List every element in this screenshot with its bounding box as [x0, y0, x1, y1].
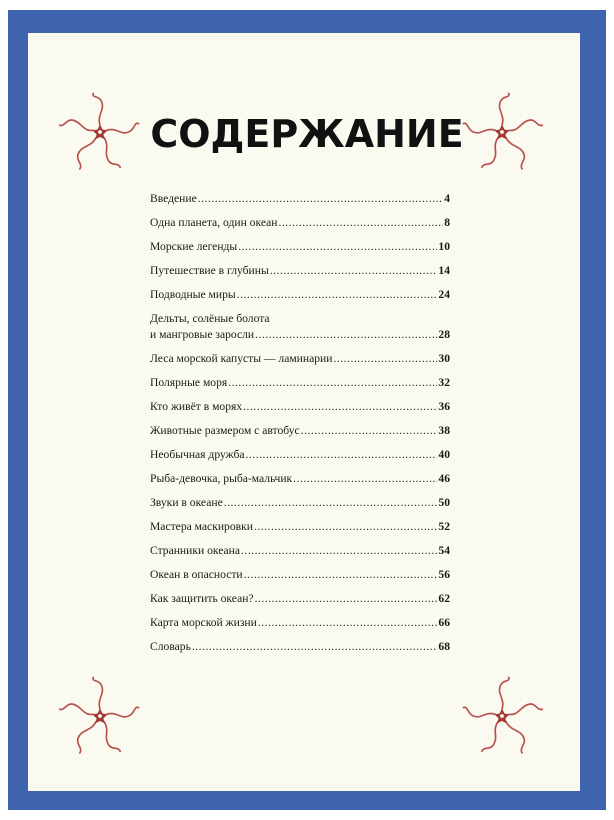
toc-leader	[255, 592, 438, 606]
toc-entry	[150, 616, 450, 630]
toc-label: Путешествие в глубины	[150, 264, 269, 277]
toc-label: Мастера маскировки	[150, 520, 253, 533]
toc-label-line1: Дельты, солёные болота	[150, 312, 270, 325]
toc-page-number: 8	[444, 216, 450, 229]
toc-entry	[150, 400, 450, 414]
toc-leader	[258, 616, 438, 630]
toc-entry	[150, 424, 450, 438]
toc-page-number: 24	[438, 288, 450, 301]
toc-leader	[228, 376, 437, 390]
toc-page-number: 46	[438, 472, 450, 485]
toc-leader	[241, 544, 437, 558]
toc-label: Словарь	[150, 640, 191, 653]
toc-label: Рыба-девочка, рыба-мальчик	[150, 472, 293, 485]
toc-label: Одна планета, один океан	[150, 216, 278, 229]
toc-page-number: 40	[438, 448, 450, 461]
toc-entry	[150, 312, 450, 342]
toc-label: Полярные моря	[150, 376, 228, 389]
toc-entry	[150, 592, 450, 606]
brittle-star-icon	[58, 674, 142, 758]
toc-label: Введение	[150, 192, 197, 205]
toc-page-number: 66	[438, 616, 450, 629]
brittle-star-icon	[460, 90, 544, 174]
toc-leader	[293, 472, 437, 486]
toc-label: Странники океана	[150, 544, 241, 557]
toc-page-number: 62	[438, 592, 450, 605]
toc-leader	[192, 640, 438, 654]
toc-leader	[224, 496, 438, 510]
toc-label: Леса морской капусты — ламинарии	[150, 352, 333, 365]
toc-entry	[150, 640, 450, 654]
toc-entry	[150, 264, 450, 278]
toc-page-number: 4	[444, 192, 450, 205]
toc-leader	[270, 264, 438, 278]
toc-entry	[150, 496, 450, 510]
toc-page-number: 50	[438, 496, 450, 509]
toc-page-number: 28	[438, 328, 450, 341]
toc-page-number: 36	[438, 400, 450, 413]
toc-page-number: 30	[438, 352, 450, 365]
toc-label: Океан в опасности	[150, 568, 243, 581]
toc-leader	[301, 424, 438, 438]
page-title: СОДЕРЖАНИЕ	[150, 112, 464, 156]
toc-label: Подводные миры	[150, 288, 236, 301]
toc-entry	[150, 192, 450, 206]
toc-label: и мангровые заросли	[150, 328, 255, 341]
toc-leader	[246, 448, 438, 462]
toc-entry	[150, 544, 450, 558]
toc-entry	[150, 472, 450, 486]
brittle-star-icon	[58, 90, 142, 174]
toc-label: Кто живёт в морях	[150, 400, 243, 413]
toc-entry	[150, 216, 450, 230]
toc-leader	[333, 352, 437, 366]
toc-leader	[255, 328, 437, 342]
toc-entry	[150, 352, 450, 366]
toc-leader	[254, 520, 437, 534]
toc-leader	[238, 240, 437, 254]
toc-leader	[243, 400, 437, 414]
toc-label: Карта морской жизни	[150, 616, 257, 629]
toc-page-number: 10	[438, 240, 450, 253]
brittle-star-icon	[460, 674, 544, 758]
toc-entry	[150, 288, 450, 302]
toc-label: Звуки в океане	[150, 496, 223, 509]
toc-page-number: 68	[438, 640, 450, 653]
toc-leader	[237, 288, 438, 302]
toc-entry	[150, 376, 450, 390]
toc-label: Животные размером с автобус	[150, 424, 300, 437]
toc-label: Морские легенды	[150, 240, 238, 253]
toc-entry	[150, 448, 450, 462]
toc-leader	[244, 568, 438, 582]
toc-page-number: 38	[438, 424, 450, 437]
toc-label: Необычная дружба	[150, 448, 245, 461]
toc-page-number: 32	[438, 376, 450, 389]
toc-leader	[198, 192, 443, 206]
toc-page-number: 52	[438, 520, 450, 533]
toc-entry	[150, 568, 450, 582]
toc-entry	[150, 520, 450, 534]
toc-page-number: 14	[438, 264, 450, 277]
toc-page-number: 54	[438, 544, 450, 557]
toc-entry	[150, 240, 450, 254]
toc-leader	[278, 216, 443, 230]
toc-page-number: 56	[438, 568, 450, 581]
toc-label: Как защитить океан?	[150, 592, 254, 605]
